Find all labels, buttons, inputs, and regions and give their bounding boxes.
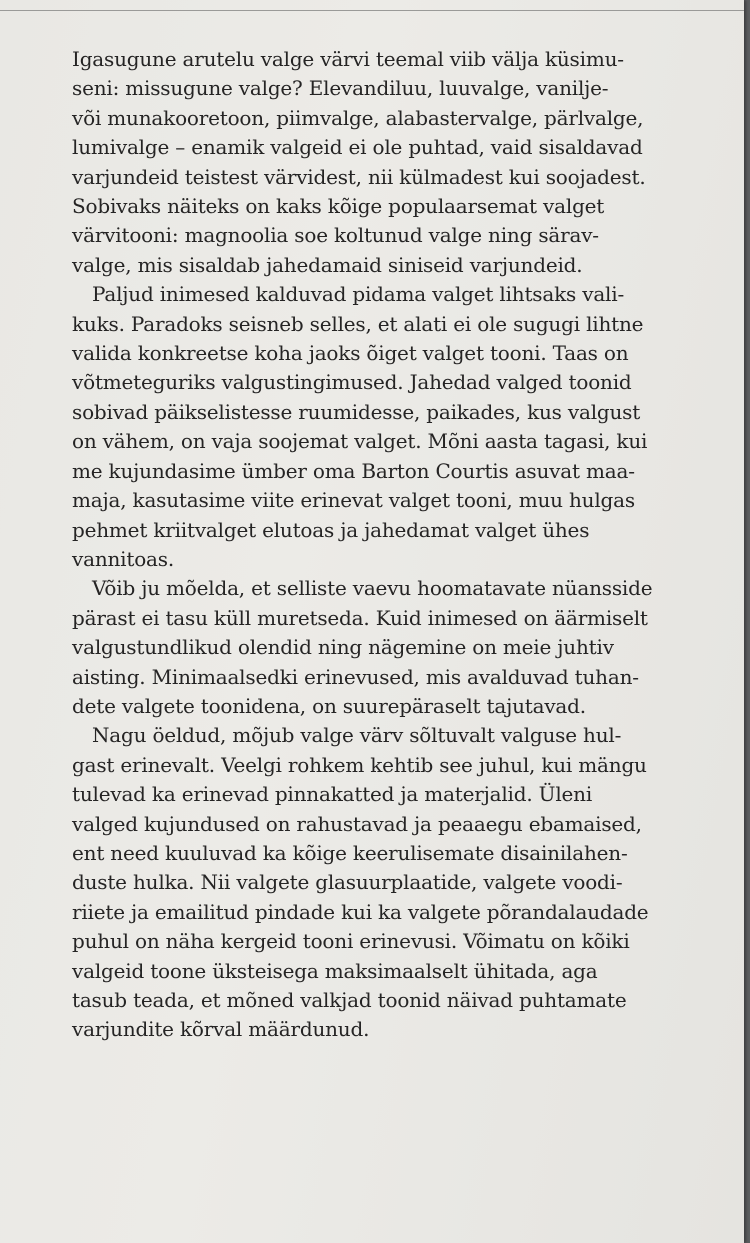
text-line: valged kujundused on rahustavad ja peaaegu ebamaised, — [72, 811, 642, 836]
paragraph-3 — [72, 574, 722, 721]
body-text — [72, 45, 722, 1045]
text-line: valgustundlikud olendid ning nägemine on meie juhtiv — [72, 635, 614, 660]
paragraph-1 — [72, 45, 722, 280]
text-line: Sobivaks näiteks on kaks kõige populaarsemat valget — [72, 194, 605, 219]
text-line: seni: missugune valge? Elevandiluu, luuvalge, vanilje- — [72, 76, 609, 101]
text-line: riiete ja emailitud pindade kui ka valgete põrandalaudade — [72, 899, 649, 924]
top-rule — [0, 10, 744, 11]
text-line: Nagu öeldud, mõjub valge värv sõltuvalt valguse hul- — [92, 723, 622, 748]
text-line: vannitoas. — [72, 546, 175, 571]
text-line: ent need kuuluvad ka kõige keerulisemate disainilahen- — [72, 840, 628, 865]
text-line: valida konkreetse koha jaoks õiget valget tooni. Taas on — [72, 341, 629, 366]
text-line: puhul on näha kergeid tooni erinevusi. Võimatu on kõiki — [72, 929, 630, 954]
text-line: kuks. Paradoks seisneb selles, et alati ei ole sugugi lihtne — [72, 311, 644, 336]
paragraph-2 — [72, 280, 722, 574]
text-line: valgeid toone üksteisega maksimaalselt ühitada, aga — [72, 958, 598, 983]
text-line: Paljud inimesed kalduvad pidama valget lihtsaks vali- — [92, 282, 624, 307]
text-line: võtmeteguriks valgustingimused. Jahedad valged toonid — [72, 370, 632, 395]
text-line: gast erinevalt. Veelgi rohkem kehtib see juhul, kui mängu — [72, 752, 647, 777]
text-line: pehmet kriitvalget elutoas ja jahedamat valget ühes — [72, 517, 590, 542]
text-line: värvitooni: magnoolia soe koltunud valge ning särav- — [72, 223, 599, 248]
text-line: või munakooretoon, piimvalge, alabastervalge, pärlvalge, — [72, 105, 644, 130]
text-line: tasub teada, et mõned valkjad toonid näivad puhtamate — [72, 988, 627, 1012]
text-line: Igasugune arutelu valge värvi teemal viib välja küsimu- — [72, 47, 624, 71]
text-line: sobivad päikselistesse ruumidesse, paikades, kus valgust — [72, 399, 641, 424]
text-line: aisting. Minimaalsedki erinevused, mis avalduvad tuhan- — [72, 664, 639, 689]
text-line: me kujundasime ümber oma Barton Courtis asuvat maa- — [72, 458, 635, 483]
text-line: valge, mis sisaldab jahedamaid siniseid varjundeid. — [72, 252, 583, 277]
text-line: dete valgete toonidena, on suurepäraselt tajutavad. — [72, 693, 586, 718]
text-line: varjundite kõrval määrdunud. — [72, 1017, 370, 1042]
text-line: lumivalge – enamik valgeid ei ole puhtad, vaid sisaldavad — [72, 135, 643, 160]
text-line: duste hulka. Nii valgete glasuurplaatide, valgete voodi- — [72, 870, 623, 895]
text-line: pärast ei tasu küll muretseda. Kuid inimesed on äärmiselt — [72, 605, 648, 630]
text-line: tulevad ka erinevad pinnakatted ja materjalid. Üleni — [72, 782, 593, 807]
text-line: on vähem, on vaja soojemat valget. Mõni aasta tagasi, kui — [72, 429, 648, 454]
text-line: maja, kasutasime viite erinevat valget tooni, muu hulgas — [72, 488, 635, 513]
text-line: Võib ju mõelda, et selliste vaevu hoomatavate nüansside — [92, 576, 653, 601]
text-line: varjundeid teistest värvidest, nii külmadest kui soojadest. — [72, 164, 646, 189]
paragraph-4 — [72, 721, 722, 1044]
